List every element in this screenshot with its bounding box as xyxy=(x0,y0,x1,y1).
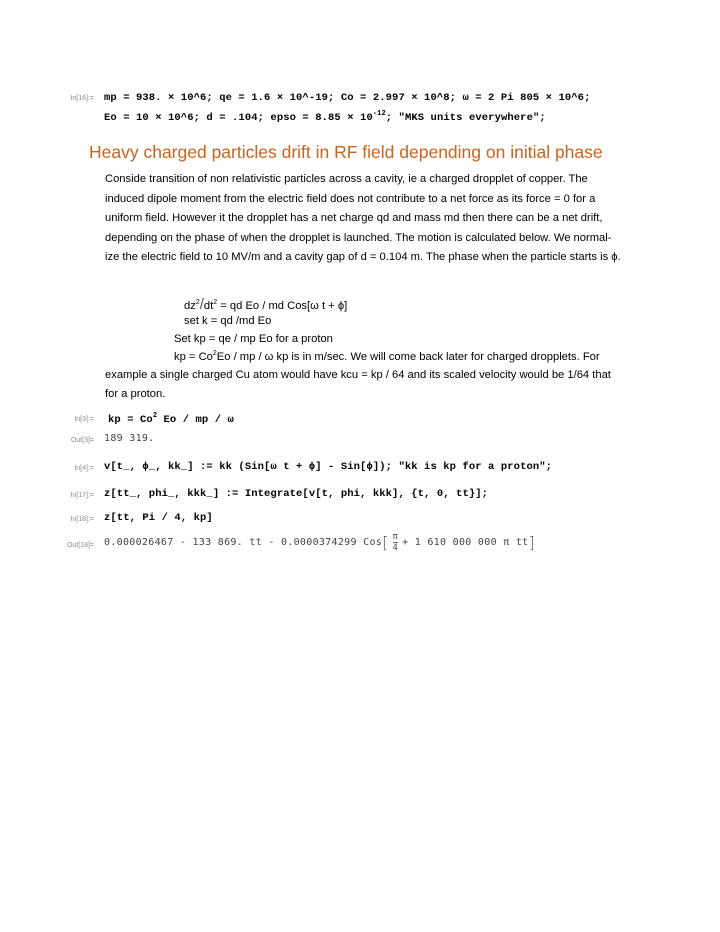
input-label-4: In[4]:= xyxy=(74,465,94,472)
code-text: ; "MKS units everywhere"; xyxy=(385,112,546,124)
equation-1 xyxy=(184,296,347,313)
code-text: Eo / mp / ω xyxy=(157,414,234,426)
equation-2: set k = qd /md Eo xyxy=(184,315,272,327)
equation-4-continuation-2: for a proton. xyxy=(105,388,166,400)
eq-part: Eo / mp / ω kp is in m/sec. We will come back later for charged dropplets. For xyxy=(216,351,600,363)
output-cell-3[interactable]: 189 319. xyxy=(104,433,155,444)
input-cell-16-line1[interactable]: mp = 938. × 10^6; qe = 1.6 × 10^-19; Co = 2.997 × 10^8; ω = 2 Pi 805 × 10^6; xyxy=(104,92,591,104)
fraction-numerator: π xyxy=(392,531,399,542)
divide-slash-icon: / xyxy=(199,296,204,313)
section-title: Heavy charged particles drift in RF field depending on initial phase xyxy=(89,142,603,162)
output-cell-18[interactable] xyxy=(104,527,535,557)
input-cell-4[interactable]: v[t_, ϕ_, kk_] := kk (Sin[ω t + ϕ] - Sin[ϕ]); "kk is kp for a proton"; xyxy=(104,461,553,473)
code-text: kp = Co xyxy=(108,414,153,426)
left-bracket-icon: [ xyxy=(382,532,389,552)
output-label-18: Out[18]= xyxy=(66,542,94,549)
fraction xyxy=(393,532,398,553)
input-cell-18[interactable]: z[tt, Pi / 4, kp] xyxy=(104,512,213,524)
input-cell-3[interactable] xyxy=(108,412,234,426)
eq-sup: 2 xyxy=(213,299,218,306)
input-cell-16-line2[interactable] xyxy=(104,110,546,124)
eq-part: dt xyxy=(203,300,214,312)
input-cell-17[interactable]: z[tt_, phi_, kkk_] := Integrate[v[t, phi, kkk], {t, 0, tt}]; xyxy=(104,488,489,500)
code-text: Eo = 10 × 10^6; d = .104; epso = 8.85 × 10 xyxy=(104,112,373,124)
text-paragraph: Conside transition of non relativistic particles across a cavity, ie a charged dropplet of copper. The induced dipole moment from the electric field does not contribute to a net force as its force = 0 for a uniform field. However it the dropplet has a net charge qd and mass md then there can be a net drift, depending on the phase of when the dropplet is launched. The motion is calculated below. We normal-ize the electric field to 10 MV/m and a cavity gap of d = 0.104 m. The phase when the particle starts is ϕ. xyxy=(105,173,621,263)
output-label-3: Out[3]= xyxy=(70,437,94,444)
output-text: 0.000026467 - 133 869. tt - 0.0000374299 Cos xyxy=(104,536,383,548)
eq-part: dz xyxy=(184,300,196,312)
input-label-17: In[17]:= xyxy=(70,492,94,499)
eq-sup: 2 xyxy=(195,299,200,306)
right-bracket-icon: ] xyxy=(528,532,536,552)
input-label-18: In[18]:= xyxy=(70,516,94,523)
code-superscript: 2 xyxy=(152,412,158,420)
eq-part: = qd Eo / md Cos[ω t + ϕ] xyxy=(217,300,348,312)
eq-sup: 2 xyxy=(212,350,217,357)
fraction-denominator: 4 xyxy=(392,542,399,553)
equation-4 xyxy=(174,350,600,363)
eq-part: kp = Co xyxy=(174,351,213,363)
input-label-3: In[3]:= xyxy=(74,416,94,423)
code-superscript: -12 xyxy=(372,110,386,118)
input-label-16: In[16]:= xyxy=(70,95,94,102)
output-text: + 1 610 000 000 π tt xyxy=(402,536,529,548)
equation-3: Set kp = qe / mp Eo for a proton xyxy=(174,333,333,345)
equation-4-continuation-1: example a single charged Cu atom would have kcu = kp / 64 and its scaled velocity would be 1/64 that xyxy=(105,369,611,381)
